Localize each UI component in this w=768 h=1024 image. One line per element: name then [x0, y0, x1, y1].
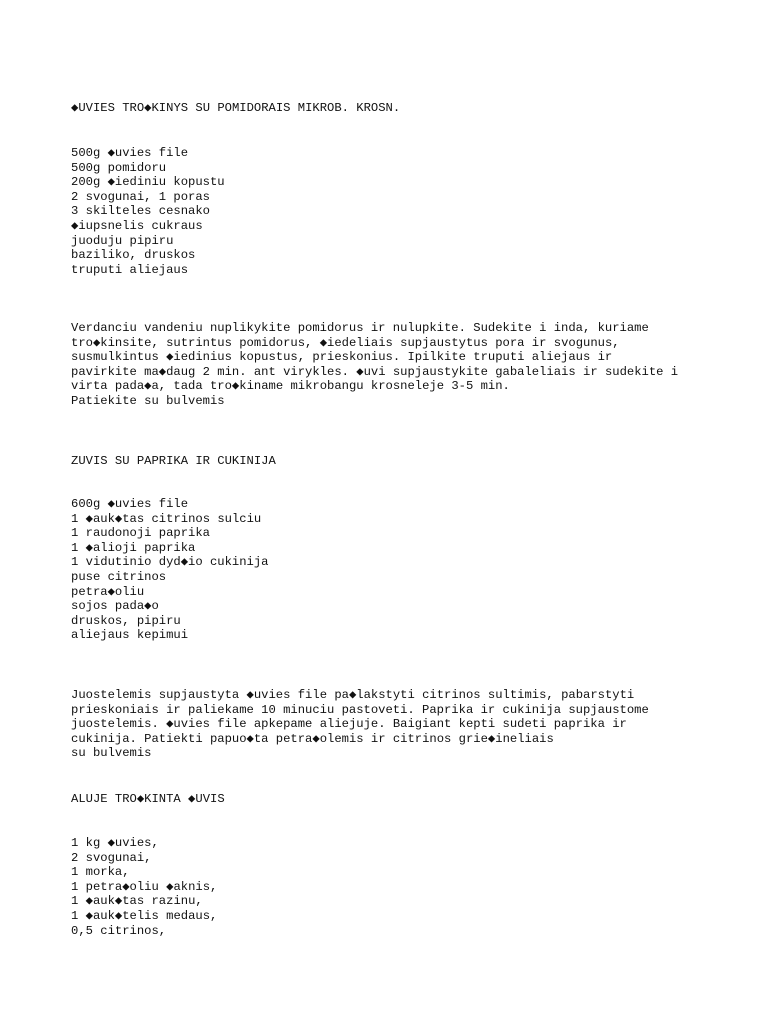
ingredient-line: 500g pomidoru [71, 160, 167, 175]
ingredient-line: petra◆oliu [71, 584, 145, 599]
instruction-line: Patiekite su bulvemis [71, 393, 225, 408]
ingredient-line: puse citrinos [71, 569, 167, 584]
ingredient-line: 1 ◆auk◆tas citrinos sulciu [71, 511, 262, 526]
ingredient-line: druskos, pipiru [71, 613, 181, 628]
ingredient-line: juoduju pipiru [71, 233, 174, 248]
ingredient-line: 1 vidutinio dyd◆io cukinija [71, 555, 269, 570]
ingredient-line: truputi aliejaus [71, 262, 189, 277]
recipe-3-title [71, 792, 225, 807]
ingredient-line: 1 ◆auk◆telis medaus, [71, 908, 218, 923]
ingredient-line: aliejaus kepimui [71, 628, 189, 643]
recipe-2-ingredients [71, 497, 269, 643]
ingredient-line: 2 svogunai, [71, 850, 152, 865]
instruction-line: Juostelemis supjaustyta ◆uvies file pa◆lakstyti citrinos sultimis, pabarstyti [71, 688, 635, 702]
instruction-line: su bulvemis [71, 746, 152, 761]
instruction-line: cukinija. Patiekti papuo◆ta petra◆olemis ir citrinos grie◆ineliais [71, 731, 554, 746]
ingredient-line: 500g ◆uvies file [71, 146, 189, 160]
recipe-3-ingredients [71, 836, 217, 938]
recipe-2-instructions [71, 688, 649, 761]
recipe-title: ZUVIS SU PAPRIKA IR CUKINIJA [71, 454, 276, 468]
instruction-line: juostelemis. ◆uvies file apkepame aliejuje. Baigiant kepti sudeti paprika ir [71, 717, 627, 732]
instruction-line: tro◆kinsite, sutrintus pomidorus, ◆iedeliais supjaustytus pora ir svogunus, [71, 335, 620, 350]
ingredient-line: 1 raudonoji paprika [71, 526, 210, 541]
instruction-line: prieskoniais ir paliekame 10 minuciu pastoveti. Paprika ir cukinija supjaustome [71, 702, 649, 717]
ingredient-line: 1 morka, [71, 865, 130, 880]
ingredient-line: 1 ◆auk◆tas razinu, [71, 894, 203, 909]
recipe-title: ALUJE TRO◆KINTA ◆UVIS [71, 792, 225, 806]
recipe-1-title [71, 101, 400, 116]
ingredient-line: 600g ◆uvies file [71, 497, 189, 511]
ingredient-line: 1 kg ◆uvies, [71, 836, 159, 850]
recipe-2-title [71, 454, 276, 469]
ingredient-line: 1 petra◆oliu ◆aknis, [71, 879, 218, 894]
ingredient-line: 0,5 citrinos, [71, 923, 167, 938]
ingredient-line: 3 skilteles cesnako [71, 204, 210, 219]
recipe-title: ◆UVIES TRO◆KINYS SU POMIDORAIS MIKROB. KROSN. [71, 101, 401, 115]
ingredient-line: ◆iupsnelis cukraus [71, 218, 203, 233]
recipe-1-instructions [71, 321, 678, 409]
ingredient-line: 2 svogunai, 1 poras [71, 189, 210, 204]
ingredient-line: baziliko, druskos [71, 248, 196, 263]
ingredient-line: 1 ◆alioji paprika [71, 540, 196, 555]
recipe-1-ingredients [71, 146, 225, 277]
ingredient-line: sojos pada◆o [71, 599, 159, 614]
ingredient-line: 200g ◆iediniu kopustu [71, 175, 225, 190]
instruction-line: pavirkite ma◆daug 2 min. ant virykles. ◆uvi supjaustykite gabaleliais ir sudekite i [71, 364, 679, 379]
instruction-line: virta pada◆a, tada tro◆kiname mikrobangu krosneleje 3-5 min. [71, 379, 510, 394]
instruction-line: Verdanciu vandeniu nuplikykite pomidorus ir nulupkite. Sudekite i inda, kuriame [71, 321, 649, 335]
instruction-line: susmulkintus ◆iedinius kopustus, prieskonius. Ipilkite truputi aliejaus ir [71, 350, 613, 365]
